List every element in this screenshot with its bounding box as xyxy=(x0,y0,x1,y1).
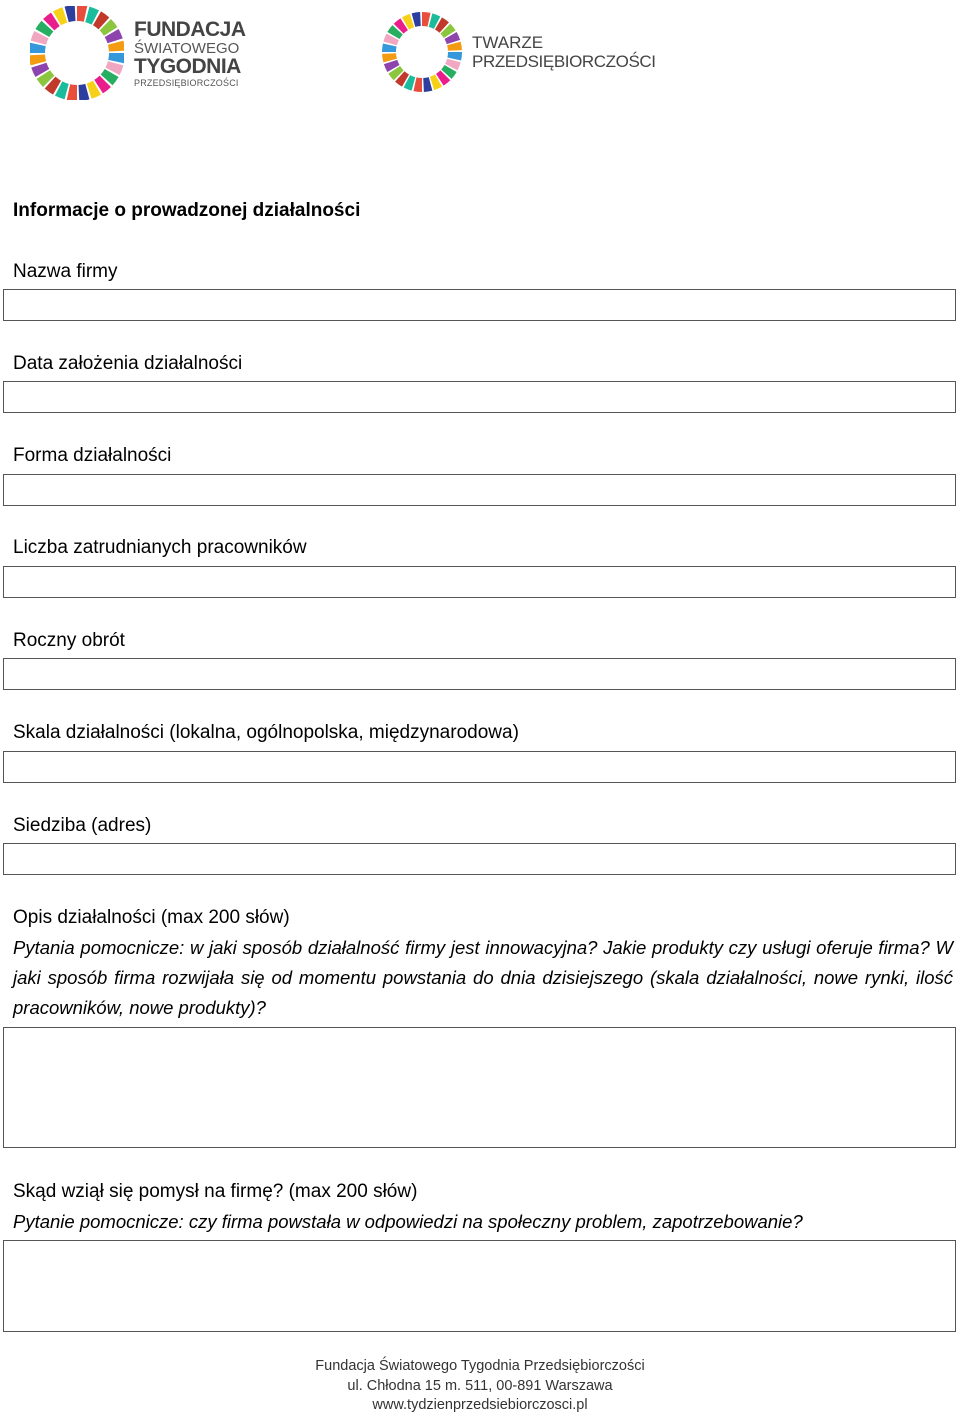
logo-ring-segment xyxy=(77,6,87,22)
label-headquarters: Siedziba (adres) xyxy=(13,815,152,836)
idea-hint: Pytanie pomocnicze: czy firma powstała w odpowiedzi na społeczny problem, zapotrzebowanie? xyxy=(13,1211,803,1232)
logo-ring-segment xyxy=(108,53,124,63)
idea-field[interactable] xyxy=(3,1240,956,1332)
logo-text-fundacja: FUNDACJA xyxy=(134,17,246,41)
employee-count-field[interactable] xyxy=(3,566,956,598)
fundacja-logo xyxy=(30,6,246,100)
label-business-form: Forma działalności xyxy=(13,445,172,466)
logo-text-twarze: TWARZE xyxy=(472,33,544,52)
headquarters-field[interactable] xyxy=(3,843,956,875)
twarze-ring-icon xyxy=(382,12,462,92)
company-name-field[interactable] xyxy=(3,289,956,321)
label-idea: Skąd wziął się pomysł na firmę? (max 200 słów) xyxy=(13,1181,418,1202)
header-logos xyxy=(0,0,960,110)
logo-ring-segment xyxy=(447,52,462,61)
label-annual-turnover: Roczny obrót xyxy=(13,630,125,651)
footer-website: www.tydzienprzedsiebiorczosci.pl xyxy=(372,1397,588,1413)
logo-text-przedsiebiorczosci: PRZEDSIĘBIORCZOŚCI xyxy=(134,77,239,88)
label-business-scale: Skala działalności (lokalna, ogólnopolska, międzynarodowa) xyxy=(13,722,519,743)
twarze-logo xyxy=(382,12,656,92)
logo-ring-segment xyxy=(67,84,77,100)
logo-ring-segment xyxy=(30,43,46,53)
label-company-name: Nazwa firmy xyxy=(13,261,118,282)
business-form-field[interactable] xyxy=(3,474,956,506)
founding-date-field[interactable] xyxy=(3,381,956,413)
footer-org-name: Fundacja Światowego Tygodnia Przedsiębiorczości xyxy=(315,1358,645,1374)
footer-address: ul. Chłodna 15 m. 511, 00-891 Warszawa xyxy=(347,1377,613,1394)
logo-text-swiatowego: ŚWIATOWEGO xyxy=(134,39,240,57)
logo-ring-segment xyxy=(422,12,431,27)
business-scale-field[interactable] xyxy=(3,751,956,783)
label-founding-date: Data założenia działalności xyxy=(13,353,243,374)
description-field[interactable] xyxy=(3,1027,956,1148)
logo-ring-segment xyxy=(413,77,422,92)
description-hint: Pytania pomocnicze: w jaki sposób działalność firmy jest innowacyjna? Jakie produkty czy usługi oferuje firma? W jaki sposób firma rozwijała się od momentu powstania do dnia dzisiejszego (skala działalności, nowe rynki, ilość pracowników, nowe produkty)? xyxy=(13,937,953,1018)
logo-text-tygodnia: TYGODNIA xyxy=(134,54,241,78)
logo-text-przedsiebiorczosci-2: PRZEDSIĘBIORCZOŚCI xyxy=(472,52,656,71)
label-description: Opis działalności (max 200 słów) xyxy=(13,907,290,928)
label-employee-count: Liczba zatrudnianych pracowników xyxy=(13,537,307,558)
footer xyxy=(0,1357,960,1416)
logo-ring-segment xyxy=(382,43,397,52)
annual-turnover-field[interactable] xyxy=(3,658,956,690)
fundacja-ring-icon xyxy=(30,6,124,100)
section-title: Informacje o prowadzonej działalności xyxy=(13,200,361,221)
